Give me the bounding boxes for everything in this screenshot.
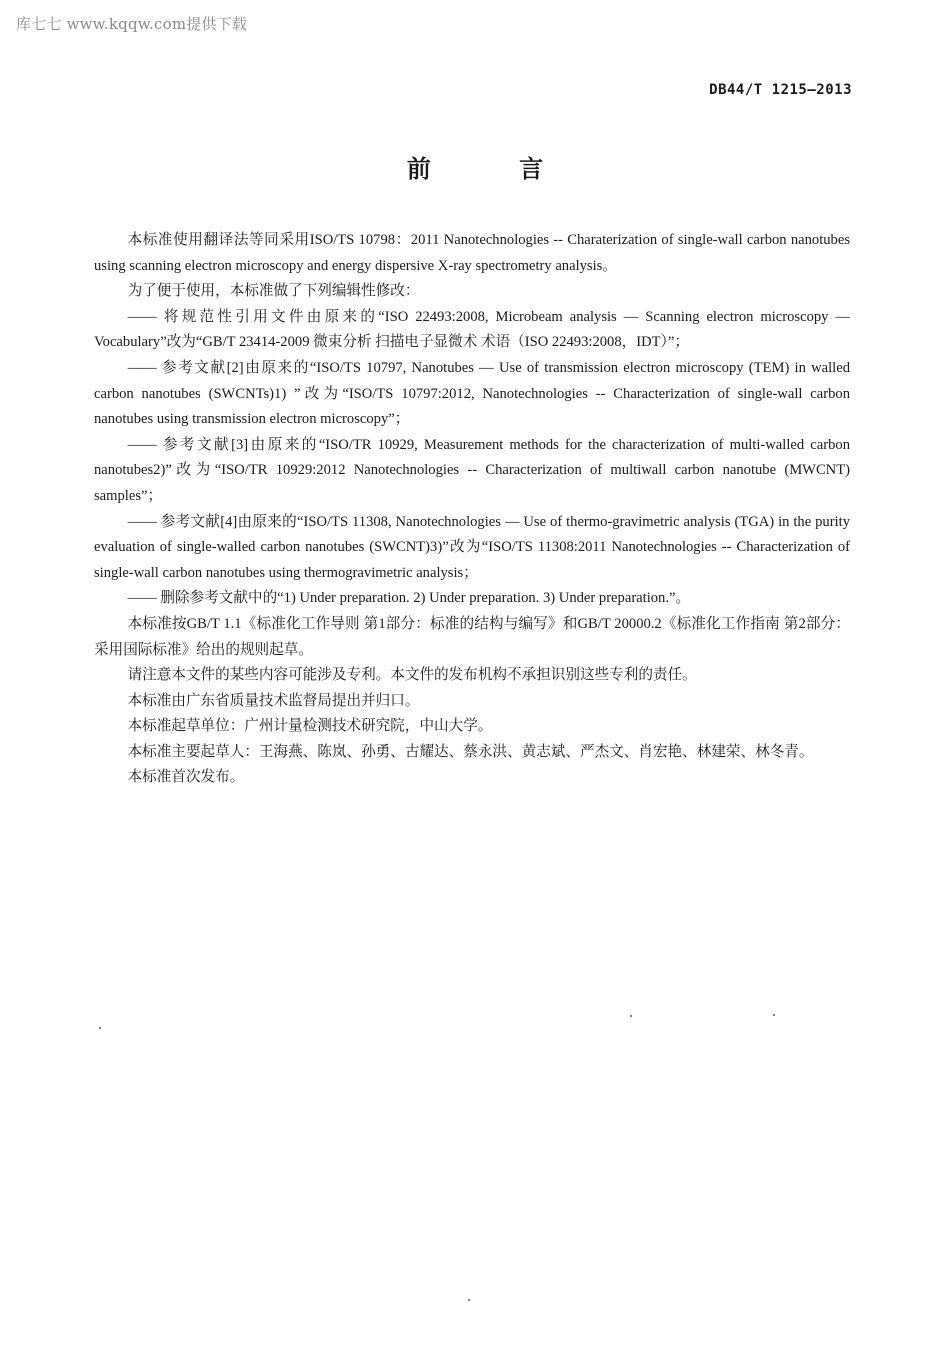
page-title: 前 言 — [406, 155, 584, 183]
paragraph-drafting-rules: 本标准按GB/T 1.1《标准化工作导则 第1部分：标准的结构与编写》和GB/T 20000.2《标准化工作指南 第2部分：采用国际标准》给出的规则起草。 — [94, 615, 850, 658]
paragraph-edit-normative-ref: —— 将规范性引用文件由原来的“ISO 22493:2008, Microbeam analysis — Scanning electron microscopy — Vocabulary”改为“GB/T 23414-2009 微束分析 扫描电子显微术 术语（ISO 22493:2008，IDT）”； — [94, 308, 850, 351]
scan-speck — [468, 1299, 470, 1301]
paragraph-patent-notice: 请注意本文件的某些内容可能涉及专利。本文件的发布机构不承担识别这些专利的责任。 — [127, 667, 697, 684]
document-code: DB44/T 1215—2013 — [709, 82, 852, 98]
paragraph-proposer: 本标准由广东省质量技术监督局提出并归口。 — [127, 692, 420, 709]
paragraph-drafting-units: 本标准起草单位：广州计量检测技术研究院，中山大学。 — [127, 718, 493, 735]
paragraph-edit-ref-2: —— 参考文献[2]由原来的“ISO/TS 10797, Nanotubes — Use of transmission electron microscopy (TEM) in walled carbon nanotubes (SWCNTs)1) ”改为“ISO/TS 10797:2012, Nanotechnologies -- Characterization of single-wall carbon nanotubes using transmission electron microscopy”； — [94, 359, 850, 428]
foreword-body — [94, 228, 850, 791]
paragraph-edits-intro: 为了便于使用，本标准做了下列编辑性修改： — [127, 283, 420, 300]
paragraph-edit-ref-3: —— 参考文献[3]由原来的“ISO/TR 10929, Measurement methods for the characterization of multi-walled carbon nanotubes2)”改为“ISO/TR 10929:2012 Nanotechnologies -- Characterization of multiwall carbon nanotube (MWCNT) samples”； — [94, 436, 850, 504]
scan-speck — [630, 1015, 632, 1017]
scan-speck — [99, 1027, 101, 1029]
paragraph-adoption: 本标准使用翻译法等同采用ISO/TS 10798：2011 Nanotechnologies -- Charaterization of single-wall carbon nanotubes using scanning electron microscopy and energy dispersive X-ray spectrometry analysis。 — [94, 232, 850, 274]
watermark-text: 库七七 www.kqqw.com提供下载 — [16, 15, 248, 33]
paragraph-first-release: 本标准首次发布。 — [127, 769, 245, 786]
scan-speck — [773, 1014, 775, 1016]
paragraph-edit-ref-4: —— 参考文献[4]由原来的“ISO/TS 11308, Nanotechnologies — Use of thermo-gravimetric analysis (TGA) in the purity evaluation of single-walled carbon nanotubes (SWCNT)3)”改为“ISO/TS 11308:2011 Nanotechnologies -- Characterization of single-wall carbon nanotubes using thermogravimetric analysis； — [94, 513, 850, 581]
paragraph-drafters: 本标准主要起草人：王海燕、陈岚、孙勇、古耀达、蔡永洪、黄志斌、严杰文、肖宏艳、林建荣、林冬青。 — [127, 743, 814, 760]
paragraph-edit-delete-notes: —— 删除参考文献中的“1) Under preparation. 2) Under preparation. 3) Under preparation.”。 — [127, 590, 691, 607]
